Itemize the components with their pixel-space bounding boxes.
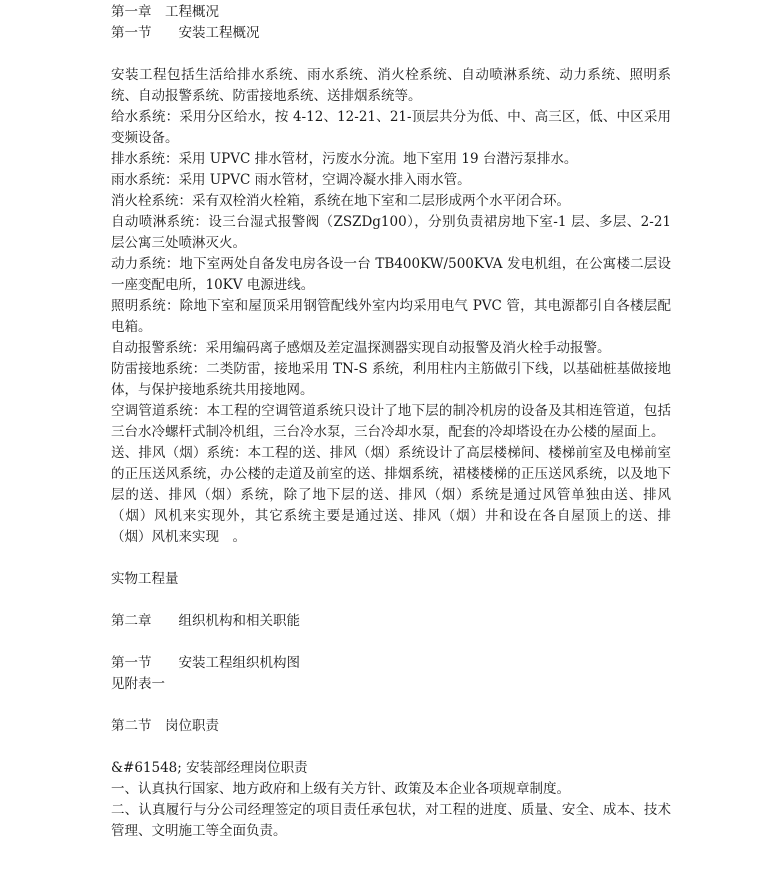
fire-alarm-paragraph: 自动报警系统：采用编码离子感烟及差定温探测器实现自动报警及消火栓手动报警。 [111, 340, 611, 356]
rainwater-paragraph: 雨水系统：采用 UPVC 雨水管材，空调冷凝水排入雨水管。 [111, 172, 471, 188]
water-supply-paragraph: 给水系统：采用分区给水，按 4-12、12-21、21-顶层共分为低、中、高三区，低、中区采用变频设备。 [111, 109, 671, 146]
spacer [111, 590, 671, 611]
hydrant-paragraph: 消火栓系统：采有双栓消火栓箱，系统在地下室和二层形成两个水平闭合环。 [111, 193, 570, 209]
grounding-paragraph: 防雷接地系统：二类防雷，接地采用 TN-S 系统，利用柱内主筋做引下线，以基础桩基做接地体，与保护接地系统共用接地网。 [111, 361, 671, 398]
spacer [111, 632, 671, 653]
duties-heading: &#61548; 安装部经理岗位职责 [111, 760, 308, 776]
chapter-1-title: 第一章 工程概况 [111, 4, 219, 20]
duty-item: 一、认真执行国家、地方政府和上级有关方针、政策及本企业各项规章制度。 [111, 781, 570, 797]
drainage-paragraph: 排水系统：采用 UPVC 排水管材，污废水分流。地下室用 19 台潜污泵排水。 [111, 151, 578, 167]
overview-paragraph: 安装工程包括生活给排水系统、雨水系统、消火栓系统、自动喷淋系统、动力系统、照明系统、自动报警系统、防雷接地系统、送排烟系统等。 [111, 67, 671, 104]
appendix-note: 见附表一 [111, 676, 165, 692]
section-org-chart-title: 第一节 安装工程组织机构图 [111, 655, 300, 671]
sprinkler-paragraph: 自动喷淋系统：设三台湿式报警阀（ZSZDg100），分别负责裙房地下室-1 层、多层、2-21 层公寓三处喷淋灭火。 [111, 214, 671, 251]
ventilation-paragraph: 送、排风（烟）系统：本工程的送、排风（烟）系统设计了高层楼梯间、楼梯前室及电梯前室的正压送风系统，办公楼的走道及前室的送、排烟系统，裙楼楼梯的正压送风系统，以及地下层的送、排风（烟）系统，除了地下层的送、排风（烟）系统是通过风管单独由送、排风（烟）风机来实现外，其它系统主要是通过送、排风（烟）井和设在各自屋顶上的送、排（烟）风机来实现 。 [111, 445, 671, 545]
section-duties-title: 第二节 岗位职责 [111, 718, 219, 734]
spacer [111, 737, 671, 758]
hvac-piping-paragraph: 空调管道系统：本工程的空调管道系统只设计了地下层的制冷机房的设备及其相连管道，包括三台水冷螺杆式制冷机组，三台冷水泵，三台冷却水泵，配套的冷却塔设在办公楼的屋面上。 [111, 403, 671, 440]
power-paragraph: 动力系统：地下室两处自备发电房各设一台 TB400KW/500KVA 发电机组，在公寓楼二层设一座变配电所，10KV 电源进线。 [111, 256, 671, 293]
physical-quantities-heading: 实物工程量 [111, 571, 179, 587]
duty-item: 二、认真履行与分公司经理签定的项目责任承包状，对工程的进度、质量、安全、成本、技术管理、文明施工等全面负责。 [111, 802, 671, 839]
document-body [111, 2, 671, 842]
spacer [111, 548, 671, 569]
spacer [111, 695, 671, 716]
section-1-title: 第一节 安装工程概况 [111, 25, 260, 41]
chapter-2-title: 第二章 组织机构和相关职能 [111, 613, 300, 629]
spacer [111, 44, 671, 65]
lighting-paragraph: 照明系统：除地下室和屋顶采用钢管配线外室内均采用电气 PVC 管，其电源都引自各楼层配电箱。 [111, 298, 671, 335]
